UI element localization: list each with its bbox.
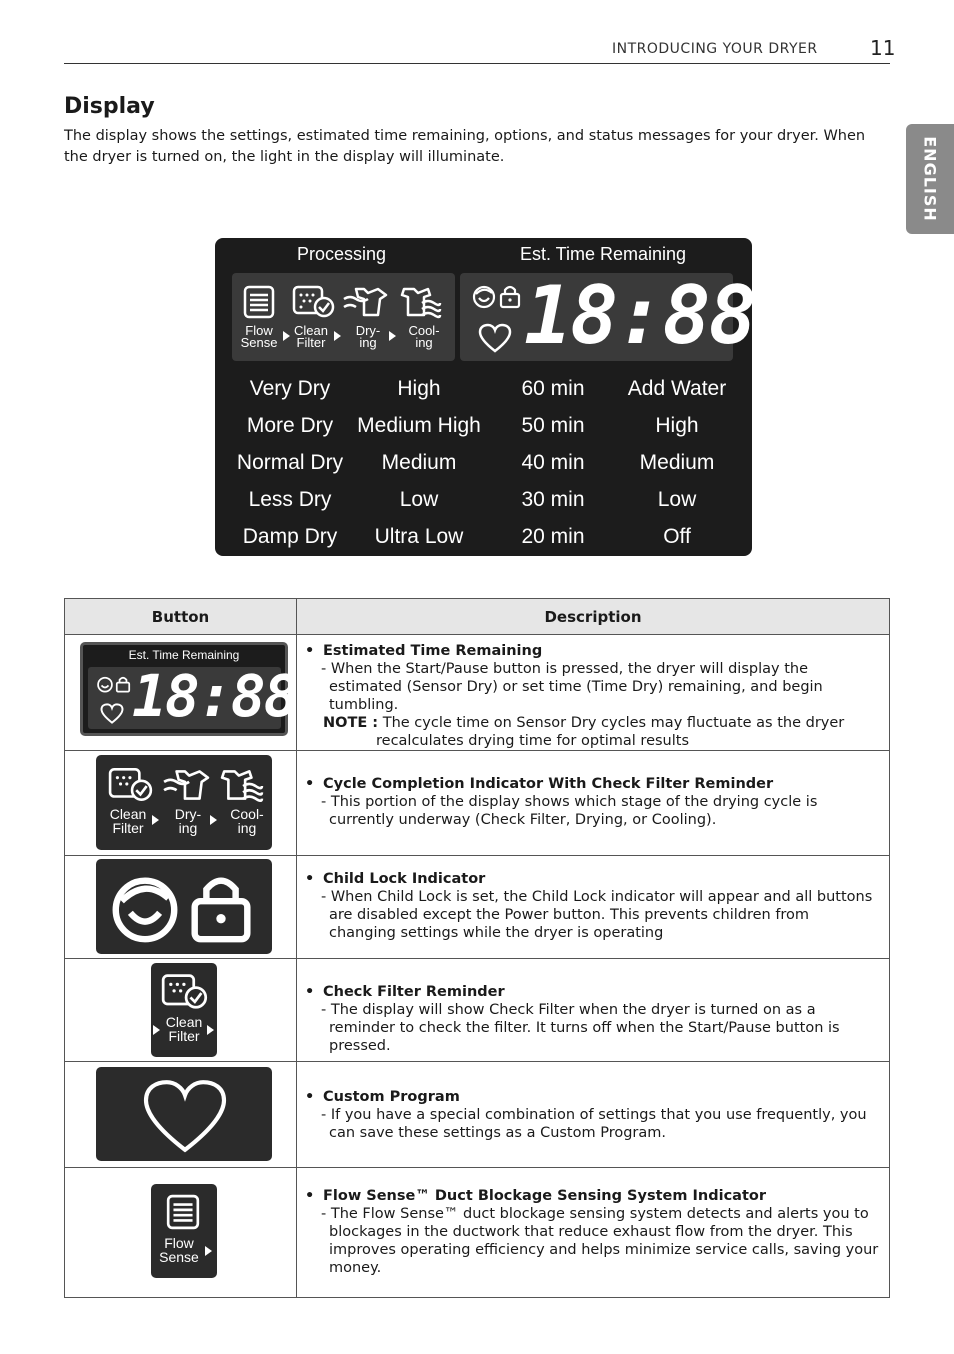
steam-option: Medium xyxy=(639,451,715,474)
cooling-caption: Cool- ing xyxy=(230,806,264,836)
time-option: 50 min xyxy=(521,414,585,437)
child-lock-icon xyxy=(472,283,522,309)
flow-sense-caption: Flow Sense xyxy=(159,1235,199,1265)
arrow-right-icon xyxy=(334,331,341,341)
check-filter-tile xyxy=(151,963,217,1057)
heart-icon xyxy=(100,703,124,724)
temp-option: Medium High xyxy=(357,414,481,437)
temp-option: Low xyxy=(399,488,439,511)
note-continuation: recalculates drying time for optimal results xyxy=(376,733,690,749)
processing-label: Processing xyxy=(297,244,387,264)
heart-icon xyxy=(478,323,512,353)
description-cell xyxy=(297,751,890,856)
child-lock-icon xyxy=(96,675,132,693)
time-remaining-tile xyxy=(80,642,297,736)
description-title: • Custom Program xyxy=(303,1088,879,1106)
column-header-button: Button xyxy=(65,599,297,635)
arrow-right-icon xyxy=(283,331,290,341)
flow-sense-icon xyxy=(165,1194,201,1230)
temp-option: Medium xyxy=(381,451,457,474)
description-text: - This portion of the display shows which stage of the drying cycle is currently underway (Check Filter, Drying, or Cooling). xyxy=(321,794,818,828)
button-cell xyxy=(65,751,297,856)
cycle-indicator-tile xyxy=(96,755,272,850)
button-cell xyxy=(65,856,297,959)
page-number: 11 xyxy=(870,36,896,60)
time-option: 20 min xyxy=(521,525,585,548)
arrow-right-icon xyxy=(205,1246,212,1256)
clean-filter-caption: Clean Filter xyxy=(109,806,147,836)
button-cell xyxy=(65,1168,297,1298)
cooling-icon xyxy=(400,285,442,319)
dry-level-option: Very Dry xyxy=(249,377,331,400)
drying-icon xyxy=(162,767,210,803)
language-tab[interactable] xyxy=(906,124,954,234)
tile-digit-panel xyxy=(88,662,297,730)
arrow-right-icon xyxy=(210,815,217,825)
steam-option: Off xyxy=(663,525,691,548)
clean-filter-icon xyxy=(292,285,336,319)
table-row xyxy=(65,1168,890,1298)
clean-filter-icon xyxy=(108,767,154,803)
flow-sense-tile xyxy=(151,1184,217,1278)
button-cell xyxy=(65,1062,297,1168)
tile-label: Est. Time Remaining xyxy=(128,648,240,662)
child-lock-tile xyxy=(96,859,272,954)
arrow-right-icon xyxy=(389,331,396,341)
table-row xyxy=(65,751,890,856)
drying-caption: Dry- ing xyxy=(355,323,381,350)
drying-icon xyxy=(342,285,388,319)
page-title: Display xyxy=(64,94,155,119)
button-cell xyxy=(65,635,297,751)
tile-digit-readout: 18:88 xyxy=(132,662,297,730)
description-title: • Flow Sense™ Duct Blockage Sensing System Indicator xyxy=(303,1187,879,1205)
clean-filter-icon xyxy=(161,973,209,1011)
digit-readout: 18:88 xyxy=(524,269,755,362)
arrow-right-icon xyxy=(207,1025,214,1035)
cycle-status-subpanel xyxy=(232,273,455,361)
description-title: • Cycle Completion Indicator With Check Filter Reminder xyxy=(303,775,879,793)
cooling-icon xyxy=(220,767,264,803)
description-title: • Child Lock Indicator xyxy=(303,870,879,888)
dry-level-option: More Dry xyxy=(246,414,334,437)
column-header-description: Description xyxy=(297,599,890,635)
flow-sense-caption: Flow Sense xyxy=(240,323,278,350)
time-option: 40 min xyxy=(521,451,585,474)
time-remaining-label: Est. Time Remaining xyxy=(520,244,687,264)
description-cell xyxy=(297,959,890,1062)
table-row xyxy=(65,635,890,751)
button-cell xyxy=(65,959,297,1062)
dry-level-option: Less Dry xyxy=(248,488,332,511)
time-option: 60 min xyxy=(521,377,585,400)
language-tab-label: ENGLISH xyxy=(920,136,940,222)
heart-icon xyxy=(140,1077,230,1155)
description-cell xyxy=(297,1168,890,1298)
button-description-table xyxy=(64,598,890,1298)
steam-option: High xyxy=(655,414,699,437)
display-panel xyxy=(215,238,755,556)
description-text: - When the Start/Pause button is pressed, the dryer will display the estimated (Sensor Dry) or set time (Time Dry) remaining, and begin tumbling. xyxy=(321,661,823,713)
custom-program-tile xyxy=(96,1067,272,1161)
time-option: 30 min xyxy=(521,488,585,511)
dry-level-option: Normal Dry xyxy=(236,451,344,474)
table-row xyxy=(65,856,890,959)
flow-sense-icon xyxy=(242,285,276,319)
child-lock-icon xyxy=(108,869,258,945)
description-title: • Estimated Time Remaining xyxy=(303,642,879,660)
description-text: - The display will show Check Filter when the dryer is turned on as a reminder to check the filter. It turns off when the Start/Pause button is pressed. xyxy=(321,1002,840,1054)
temp-option: High xyxy=(397,377,441,400)
description-title: • Check Filter Reminder xyxy=(303,983,879,1001)
drying-caption: Dry- ing xyxy=(174,806,202,836)
description-cell xyxy=(297,1062,890,1168)
table-row xyxy=(65,1062,890,1168)
arrow-right-icon xyxy=(153,1025,160,1035)
table-row xyxy=(65,959,890,1062)
time-display-subpanel xyxy=(460,269,755,362)
clean-filter-caption: Clean Filter xyxy=(294,323,328,350)
description-text: - When Child Lock is set, the Child Lock indicator will appear and all buttons are disabled except the Power button. This prevents children from changing settings while the dryer is operating xyxy=(321,889,873,941)
description-text: - The Flow Sense™ duct blockage sensing system detects and alerts you to blockages in the ductwork that reduce exhaust flow from the dryer. This improves operating efficiency and helps minimize service calls, saving your money. xyxy=(321,1206,879,1276)
intro-paragraph: The display shows the settings, estimated time remaining, options, and status messages for your dryer. When the dryer is turned on, the light in the display will illuminate. xyxy=(64,128,866,165)
arrow-right-icon xyxy=(152,815,159,825)
description-cell xyxy=(297,856,890,959)
description-cell xyxy=(297,635,890,751)
section-name: INTRODUCING YOUR DRYER xyxy=(612,41,818,57)
description-text: - If you have a special combination of settings that you use frequently, you can save these settings as a Custom Program. xyxy=(321,1107,867,1141)
note-text: NOTE : The cycle time on Sensor Dry cycles may fluctuate as the dryer xyxy=(323,715,845,731)
cooling-caption: Cool- ing xyxy=(408,323,440,350)
temp-option: Ultra Low xyxy=(374,525,464,548)
steam-option: Low xyxy=(657,488,697,511)
clean-filter-caption: Clean Filter xyxy=(165,1014,203,1044)
steam-option: Add Water xyxy=(627,377,727,400)
dry-level-option: Damp Dry xyxy=(242,525,338,548)
header-rule xyxy=(64,63,890,64)
